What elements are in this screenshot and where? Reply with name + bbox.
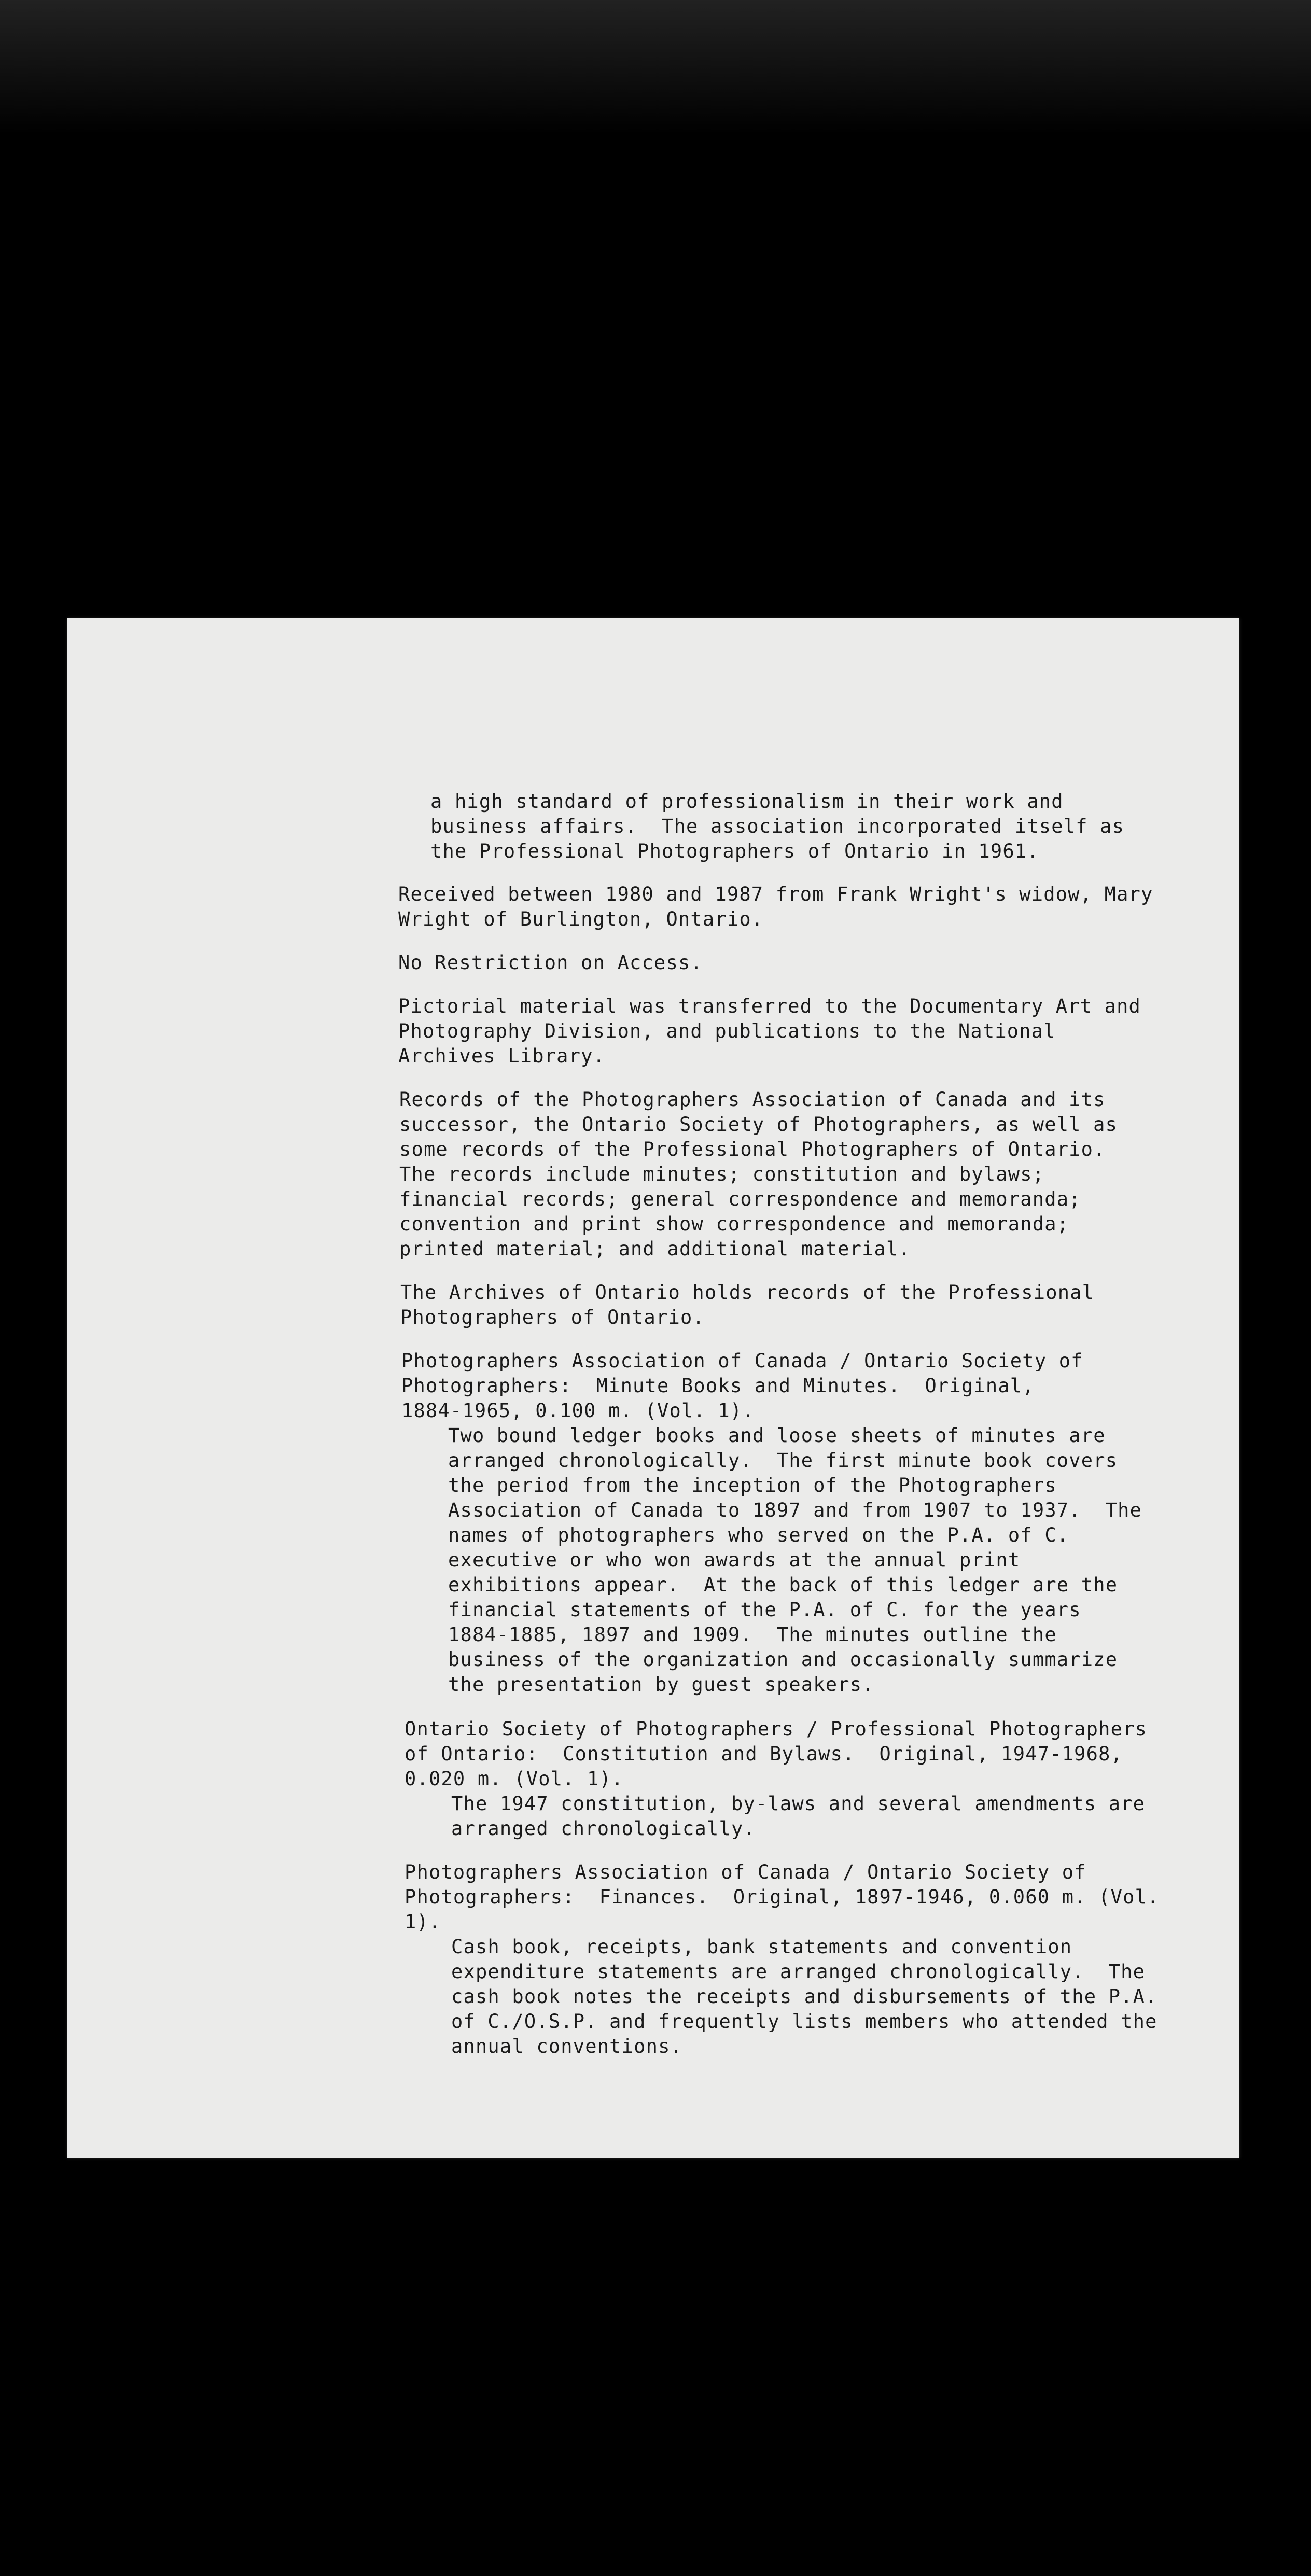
text-line: Two bound ledger books and loose sheets of minutes are	[448, 1424, 1106, 1447]
text-line: 1884-1885, 1897 and 1909. The minutes outline the	[448, 1623, 1057, 1646]
text-line: names of photographers who served on the P.A. of C.	[448, 1524, 1069, 1546]
text-line: financial statements of the P.A. of C. for the years	[448, 1599, 1081, 1621]
text-line: convention and print show correspondence and memoranda;	[399, 1213, 1069, 1235]
text-line: The records include minutes; constitution and bylaws;	[399, 1163, 1045, 1185]
text-line: Photographers Association of Canada / Ontario Society of	[405, 1861, 1086, 1883]
text-line: business of the organization and occasionally summarize	[448, 1648, 1118, 1671]
text-line: executive or who won awards at the annual print	[448, 1549, 1021, 1571]
text-line: 1884-1965, 0.100 m. (Vol. 1).	[401, 1399, 755, 1422]
text-line: Pictorial material was transferred to the Documentary Art and	[398, 995, 1141, 1017]
text-line: cash book notes the receipts and disbursements of the P.A.	[451, 1985, 1157, 2008]
text-line: expenditure statements are arranged chronologically. The	[451, 1961, 1146, 1983]
text-line: annual conventions.	[451, 2035, 683, 2057]
text-line: arranged chronologically. The first minute book covers	[448, 1449, 1118, 1472]
text-line: Received between 1980 and 1987 from Frank Wright's widow, Mary	[398, 883, 1153, 905]
text-line: the presentation by guest speakers.	[448, 1673, 874, 1696]
text-line: the period from the inception of the Photographers	[448, 1474, 1057, 1496]
text-line: Photographers of Ontario.	[400, 1306, 705, 1328]
text-line: Association of Canada to 1897 and from 1907 to 1937. The	[448, 1499, 1142, 1521]
text-line: of Ontario: Constitution and Bylaws. Original, 1947-1968,	[405, 1743, 1123, 1765]
text-line: Archives Library.	[398, 1045, 606, 1067]
text-line: financial records; general correspondence and memoranda;	[399, 1188, 1081, 1210]
text-line: Wright of Burlington, Ontario.	[398, 908, 764, 930]
text-line: 1).	[405, 1911, 441, 1933]
text-line: The Archives of Ontario holds records of the Professional	[400, 1281, 1095, 1304]
text-line: Photographers: Minute Books and Minutes. Original,	[401, 1375, 1035, 1397]
text-line: the Professional Photographers of Ontario in 1961.	[430, 840, 1039, 862]
text-line: business affairs. The association incorporated itself as	[430, 815, 1125, 837]
text-line: The 1947 constitution, by-laws and several amendments are	[451, 1793, 1146, 1815]
text-line: some records of the Professional Photographers of Ontario.	[399, 1138, 1106, 1160]
text-line: successor, the Ontario Society of Photographers, as well as	[399, 1113, 1118, 1136]
text-line: Cash book, receipts, bank statements and convention	[451, 1936, 1072, 1958]
document-page	[67, 618, 1239, 2158]
text-line: Photographers Association of Canada / Ontario Society of	[401, 1350, 1083, 1372]
text-line: No Restriction on Access.	[398, 951, 703, 974]
text-line: 0.020 m. (Vol. 1).	[405, 1768, 624, 1790]
text-line: a high standard of professionalism in their work and	[430, 790, 1064, 813]
text-line: Photographers: Finances. Original, 1897-1946, 0.060 m. (Vol.	[405, 1886, 1160, 1908]
text-line: Records of the Photographers Association of Canada and its	[399, 1088, 1106, 1111]
text-line: of C./O.S.P. and frequently lists members who attended the	[451, 2010, 1157, 2033]
text-line: Ontario Society of Photographers / Professional Photographers	[405, 1718, 1148, 1740]
text-line: exhibitions appear. At the back of this ledger are the	[448, 1574, 1118, 1596]
scan-top-noise	[0, 0, 1311, 135]
text-line: printed material; and additional material.	[399, 1238, 911, 1260]
text-line: Photography Division, and publications to the National	[398, 1020, 1056, 1042]
text-line: arranged chronologically.	[451, 1817, 756, 1840]
